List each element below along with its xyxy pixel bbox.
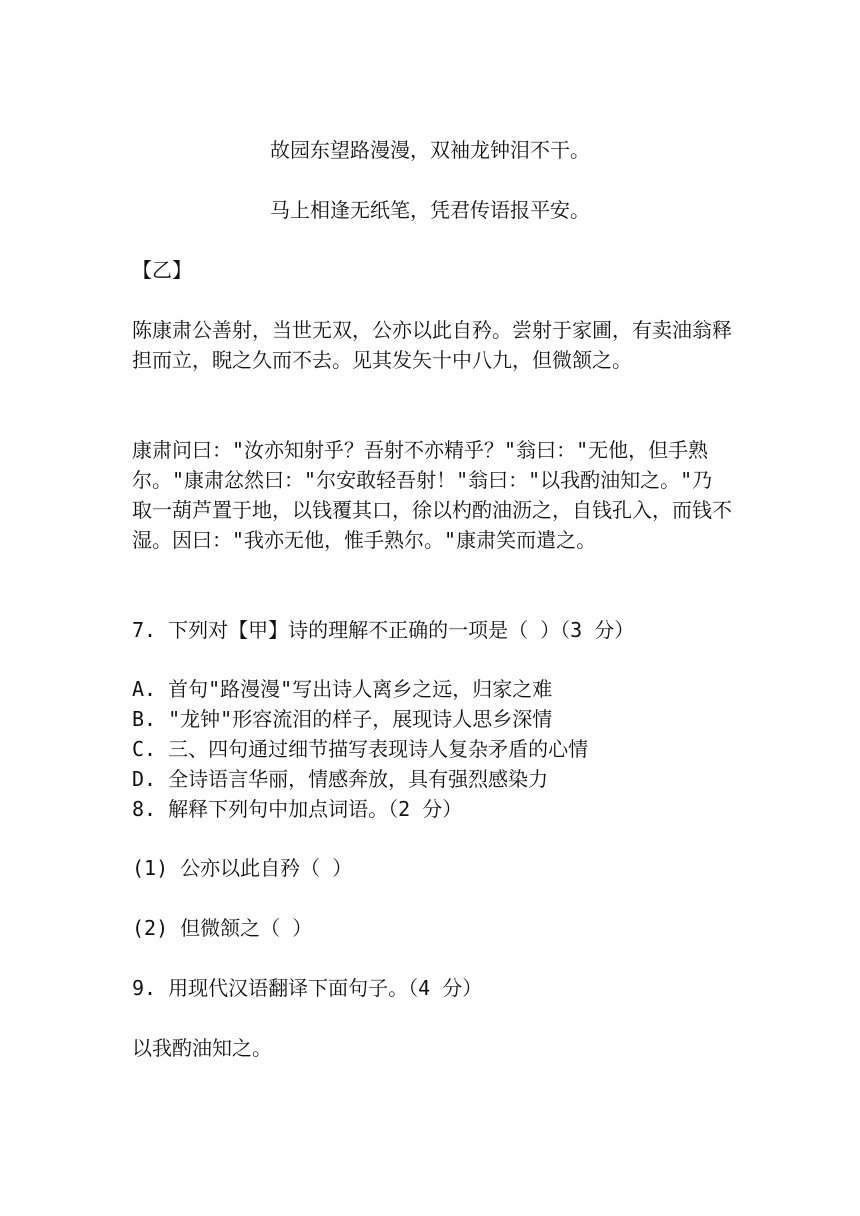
- question-7-option-b: B. "龙钟"形容流泪的样子，展现诗人思乡深情: [132, 707, 553, 731]
- section-yi-heading: 【乙】: [132, 258, 192, 282]
- passage-paragraph-2: 康肃问曰："汝亦知射乎？吾射不亦精乎？"翁曰："无他，但手熟尔。"康肃忿然曰："尔安敢轻吾射！"翁曰："以我酌油知之。"乃取一葫芦置于地，以钱覆其口，徐以杓酌油沥之，自钱孔入，而钱不湿。因曰："我亦无他，惟手熟尔。"康肃笑而遣之。: [132, 438, 732, 552]
- question-7-option-d: D. 全诗语言华丽，情感奔放，具有强烈感染力: [132, 767, 549, 791]
- question-7-option-c: C. 三、四句通过细节描写表现诗人复杂矛盾的心情: [132, 737, 589, 761]
- passage-paragraph-1: 陈康肃公善射，当世无双，公亦以此自矜。尝射于家圃，有卖油翁释担而立，睨之久而不去。见其发矢十中八九，但微颔之。: [132, 318, 732, 372]
- question-7-option-a: A. 首句"路漫漫"写出诗人离乡之远，归家之难: [132, 677, 553, 701]
- question-8-stem: 8. 解释下列句中加点词语。（2 分）: [132, 797, 463, 821]
- poem-line-2: 马上相逢无纸笔，凭君传语报平安。: [270, 198, 590, 222]
- poem-line-1: 故园东望路漫漫，双袖龙钟泪不干。: [270, 138, 590, 162]
- question-9-stem: 9. 用现代汉语翻译下面句子。（4 分）: [132, 976, 483, 1000]
- question-8-item-1: (1) 公亦以此自矜（ ）: [132, 856, 353, 880]
- question-7-stem: 7. 下列对【甲】诗的理解不正确的一项是（ ）（3 分）: [132, 618, 635, 642]
- question-9-sentence: 以我酌油知之。: [132, 1036, 272, 1060]
- question-8-item-2: (2) 但微颔之（ ）: [132, 916, 313, 940]
